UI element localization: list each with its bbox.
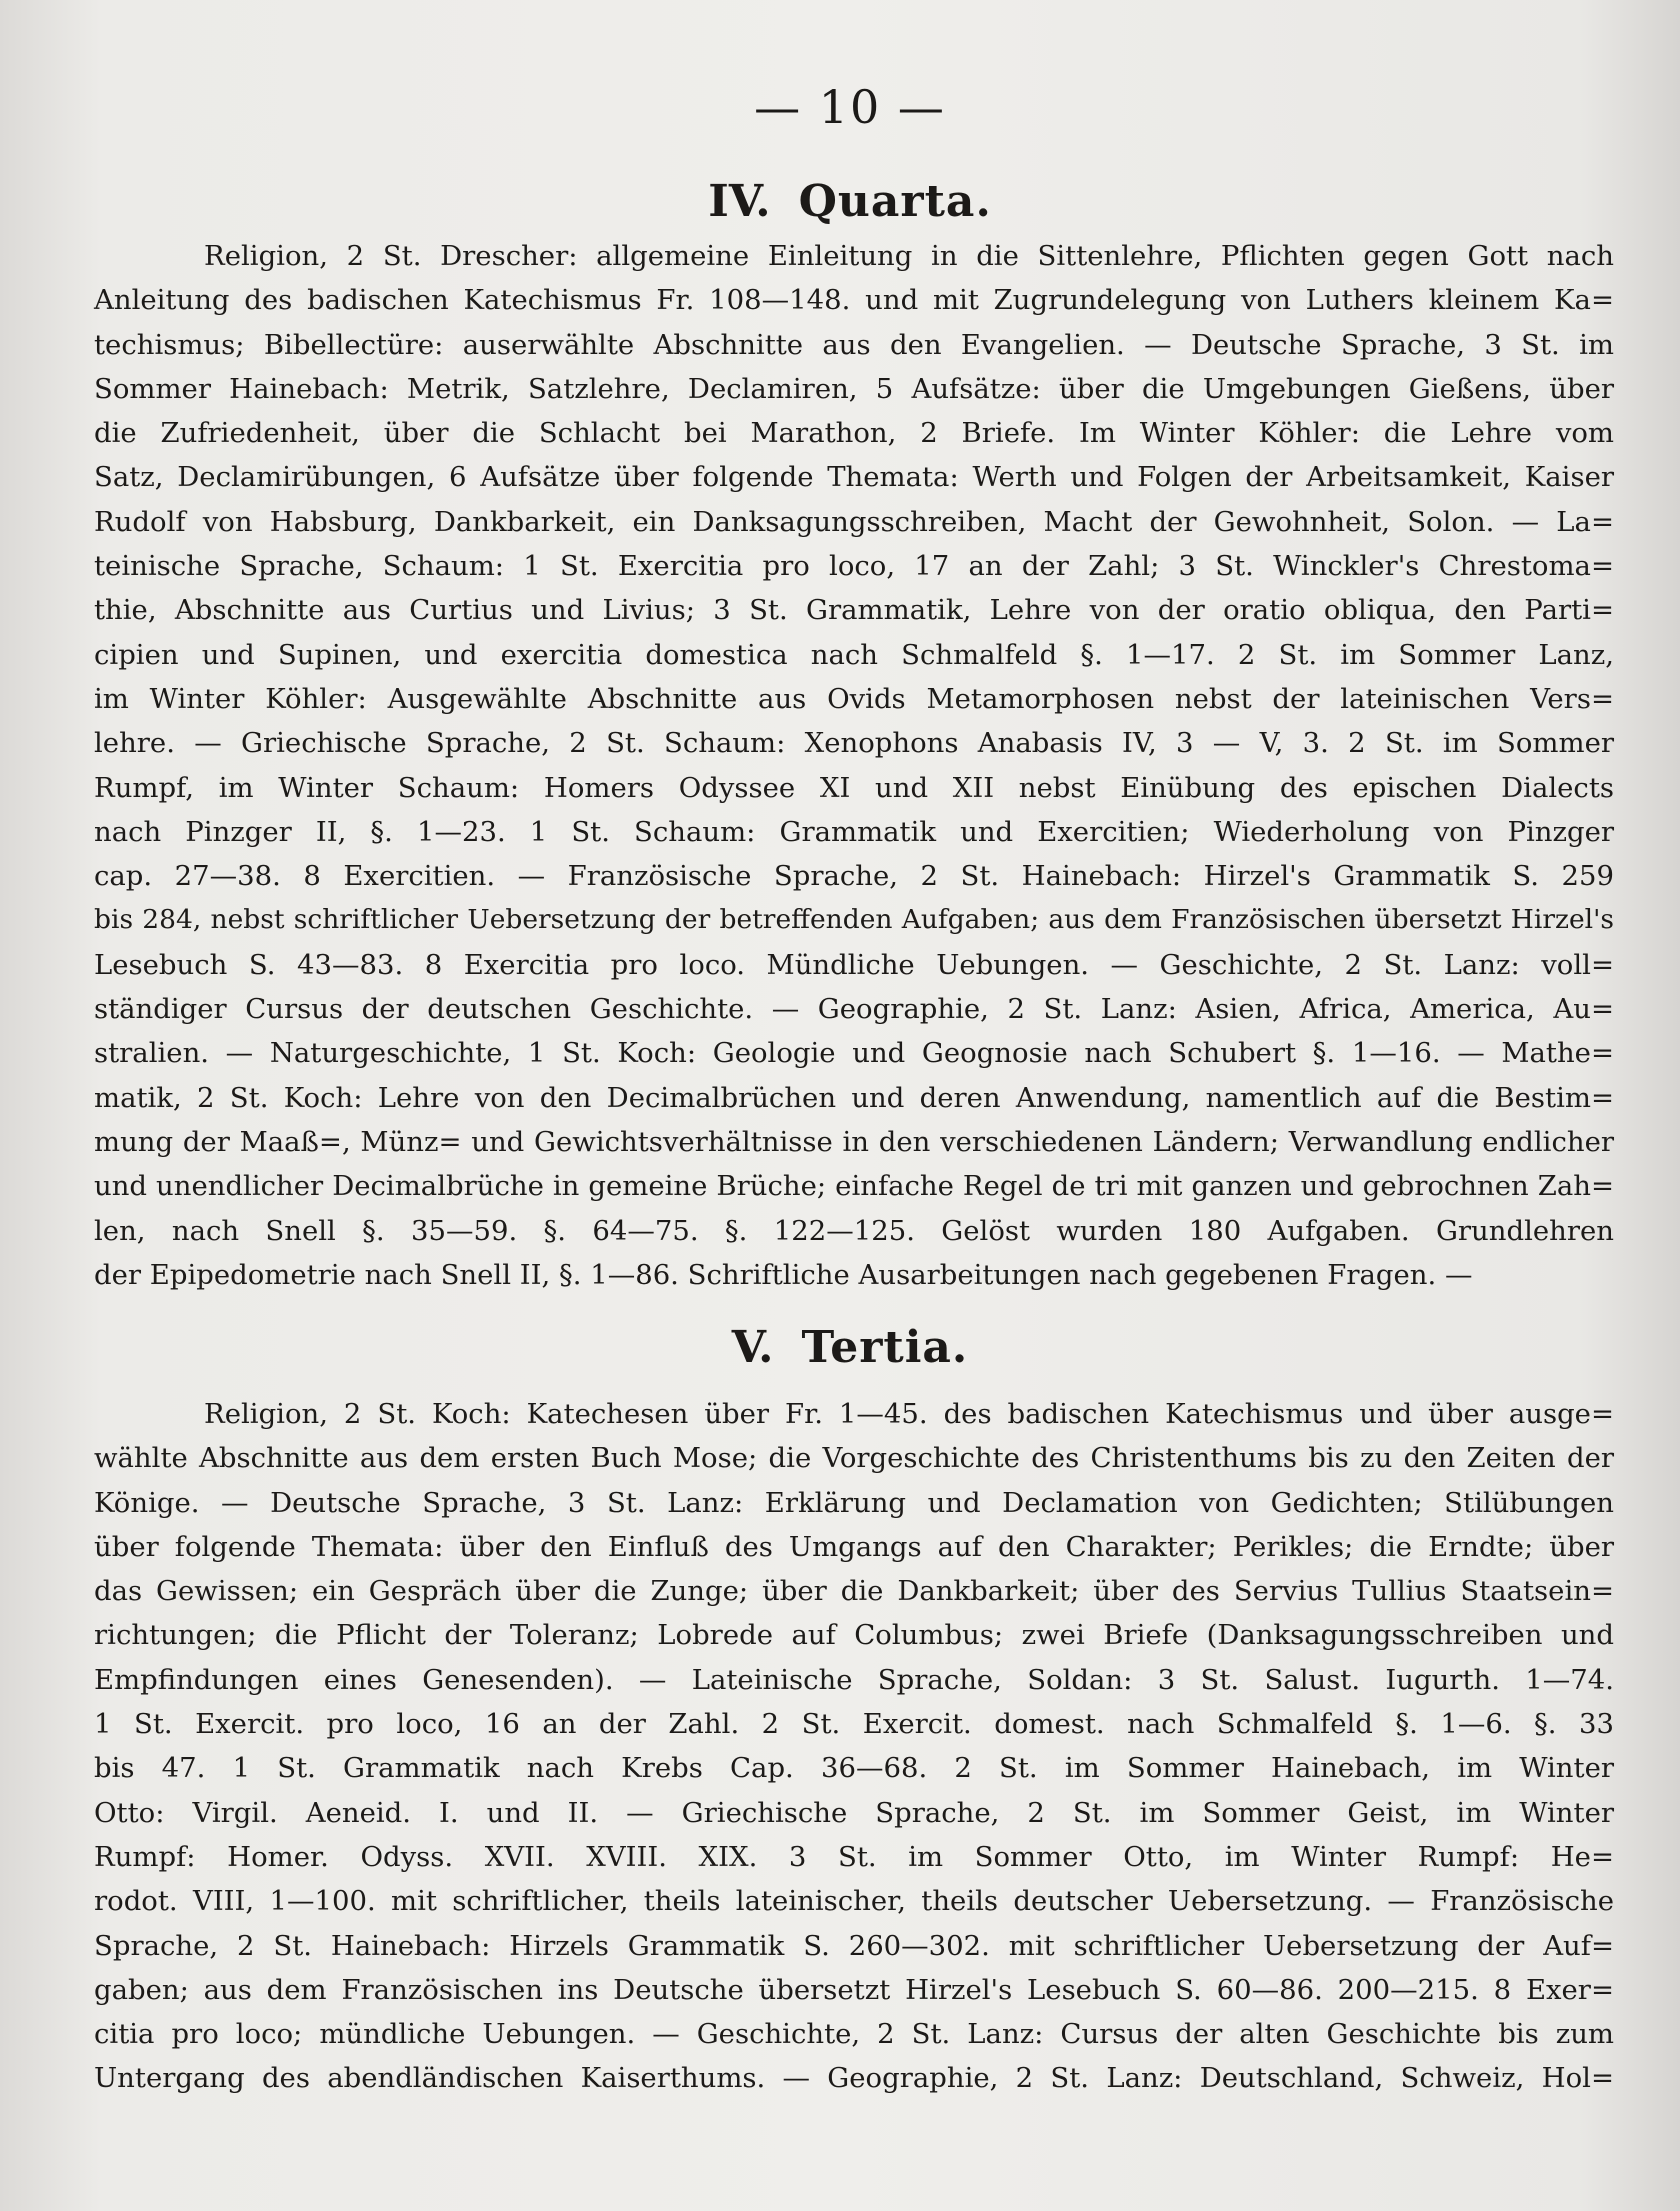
text-line: Rumpf, im Winter Schaum: Homers Odyssee XI und XII nebst Einübung des epischen Dialects — [94, 771, 1614, 804]
section-title: Tertia. — [801, 1322, 969, 1373]
text-line: cap. 27—38. 8 Exercitien. — Französische Sprache, 2 St. Hainebach: Hirzel's Grammatik S. 259 — [94, 860, 1614, 893]
text-line: 1 St. Exercit. pro loco, 16 an der Zahl. 2 St. Exercit. domest. nach Schmalfeld §. 1—6. §. 33 — [94, 1708, 1614, 1741]
text-line: Sommer Hainebach: Metrik, Satzlehre, Declamiren, 5 Aufsätze: über die Umgebungen Gießens, über — [94, 372, 1614, 405]
section-body-quarta — [94, 234, 1614, 1297]
text-line: Sprache, 2 St. Hainebach: Hirzels Grammatik S. 260—302. mit schriftlicher Uebersetzung der Auf= — [94, 1929, 1614, 1962]
text-line: ständiger Cursus der deutschen Geschichte. — Geographie, 2 St. Lanz: Asien, Africa, America, Au= — [94, 993, 1614, 1026]
text-line: Otto: Virgil. Aeneid. I. und II. — Griechische Sprache, 2 St. im Sommer Geist, im Winter — [94, 1796, 1614, 1829]
text-line: len, nach Snell §. 35—59. §. 64—75. §. 122—125. Gelöst wurden 180 Aufgaben. Grundlehren — [94, 1214, 1614, 1247]
text-line: nach Pinzger II, §. 1—23. 1 St. Schaum: Grammatik und Exercitien; Wiederholung von Pinzger — [94, 815, 1614, 848]
text-line: teinische Sprache, Schaum: 1 St. Exercitia pro loco, 17 an der Zahl; 3 St. Winckler's Chrestoma= — [94, 550, 1614, 583]
section-heading-quarta — [0, 176, 1680, 227]
page-number: — 10 — — [754, 80, 946, 134]
text-line: bis 47. 1 St. Grammatik nach Krebs Cap. 36—68. 2 St. im Sommer Hainebach, im Winter — [94, 1752, 1614, 1785]
text-line: Könige. — Deutsche Sprache, 3 St. Lanz: Erklärung und Declamation von Gedichten; Stilübungen — [94, 1486, 1614, 1519]
text-line: bis 284, nebst schriftlicher Uebersetzung der betreffenden Aufgaben; aus dem Französischen übersetzt Hirzel's — [94, 904, 1614, 936]
text-line: und unendlicher Decimalbrüche in gemeine Brüche; einfache Regel de tri mit ganzen und gebrochnen Zah= — [94, 1170, 1614, 1203]
text-line: Religion, 2 St. Drescher: allgemeine Einleitung in die Sittenlehre, Pflichten gegen Gott nach — [204, 240, 1614, 272]
section-body-tertia — [94, 1392, 1614, 2101]
section-numeral: V. — [731, 1322, 774, 1373]
text-line: über folgende Themata: über den Einfluß des Umgangs auf den Charakter; Perikles; die Erndte; über — [94, 1530, 1614, 1563]
text-line: Untergang des abendländischen Kaiserthums. — Geographie, 2 St. Lanz: Deutschland, Schweiz, Hol= — [94, 2062, 1614, 2095]
text-line: Satz, Declamirübungen, 6 Aufsätze über folgende Themata: Werth und Folgen der Arbeitsamkeit, Kaiser — [94, 461, 1614, 494]
text-line: richtungen; die Pflicht der Toleranz; Lobrede auf Columbus; zwei Briefe (Danksagungsschreiben und — [94, 1619, 1614, 1652]
text-line: Religion, 2 St. Koch: Katechesen über Fr. 1—45. des badischen Katechismus und über ausge= — [204, 1398, 1614, 1430]
text-line: Empfindungen eines Genesenden). — Lateinische Sprache, Soldan: 3 St. Salust. Iugurth. 1—74. — [94, 1663, 1614, 1696]
text-line: die Zufriedenheit, über die Schlacht bei Marathon, 2 Briefe. Im Winter Köhler: die Lehre vom — [94, 417, 1614, 450]
text-line: rodot. VIII, 1—100. mit schriftlicher, theils lateinischer, theils deutscher Uebersetzung. — Französische — [94, 1885, 1614, 1918]
text-line: cipien und Supinen, und exercitia domestica nach Schmalfeld §. 1—17. 2 St. im Sommer Lanz, — [94, 638, 1614, 671]
text-line: Rumpf: Homer. Odyss. XVII. XVIII. XIX. 3 St. im Sommer Otto, im Winter Rumpf: He= — [94, 1840, 1614, 1873]
text-line: im Winter Köhler: Ausgewählte Abschnitte aus Ovids Metamorphosen nebst der lateinischen Vers= — [94, 682, 1614, 715]
text-line: der Epipedometrie nach Snell II, §. 1—86. Schriftliche Ausarbeitungen nach gegebenen Fragen. — — [94, 1258, 1473, 1291]
text-line: wählte Abschnitte aus dem ersten Buch Mose; die Vorgeschichte des Christenthums bis zu den Zeiten der — [94, 1442, 1614, 1475]
text-line: Lesebuch S. 43—83. 8 Exercitia pro loco. Mündliche Uebungen. — Geschichte, 2 St. Lanz: voll= — [94, 948, 1614, 981]
text-line: das Gewissen; ein Gespräch über die Zunge; über die Dankbarkeit; über des Servius Tullius Staatsein= — [94, 1575, 1614, 1608]
text-line: citia pro loco; mündliche Uebungen. — Geschichte, 2 St. Lanz: Cursus der alten Geschichte bis zum — [94, 2018, 1614, 2051]
text-line: techismus; Bibellectüre: auserwählte Abschnitte aus den Evangelien. — Deutsche Sprache, 3 St. im — [94, 328, 1614, 361]
text-line: gaben; aus dem Französischen ins Deutsche übersetzt Hirzel's Lesebuch S. 60—86. 200—215. 8 Exer= — [94, 1973, 1614, 2006]
text-line: mung der Maaß=, Münz= und Gewichtsverhältnisse in den verschiedenen Ländern; Verwandlung endlicher — [94, 1125, 1614, 1158]
text-line: matik, 2 St. Koch: Lehre von den Decimalbrüchen und deren Anwendung, namentlich auf die Bestim= — [94, 1081, 1614, 1114]
text-line: Anleitung des badischen Katechismus Fr. 108—148. und mit Zugrundelegung von Luthers kleinem Ka= — [94, 284, 1614, 317]
section-heading-tertia — [0, 1322, 1680, 1373]
text-line: thie, Abschnitte aus Curtius und Livius; 3 St. Grammatik, Lehre von der oratio obliqua, den Parti= — [94, 594, 1614, 627]
section-title: Quarta. — [798, 176, 992, 227]
section-numeral: IV. — [708, 176, 771, 227]
text-line: Rudolf von Habsburg, Dankbarkeit, ein Danksagungsschreiben, Macht der Gewohnheit, Solon. — La= — [94, 505, 1614, 538]
text-line: lehre. — Griechische Sprache, 2 St. Schaum: Xenophons Anabasis IV, 3 — V, 3. 2 St. im Sommer — [94, 727, 1614, 760]
text-line: stralien. — Naturgeschichte, 1 St. Koch: Geologie und Geognosie nach Schubert §. 1—16. — Mathe= — [94, 1037, 1614, 1070]
